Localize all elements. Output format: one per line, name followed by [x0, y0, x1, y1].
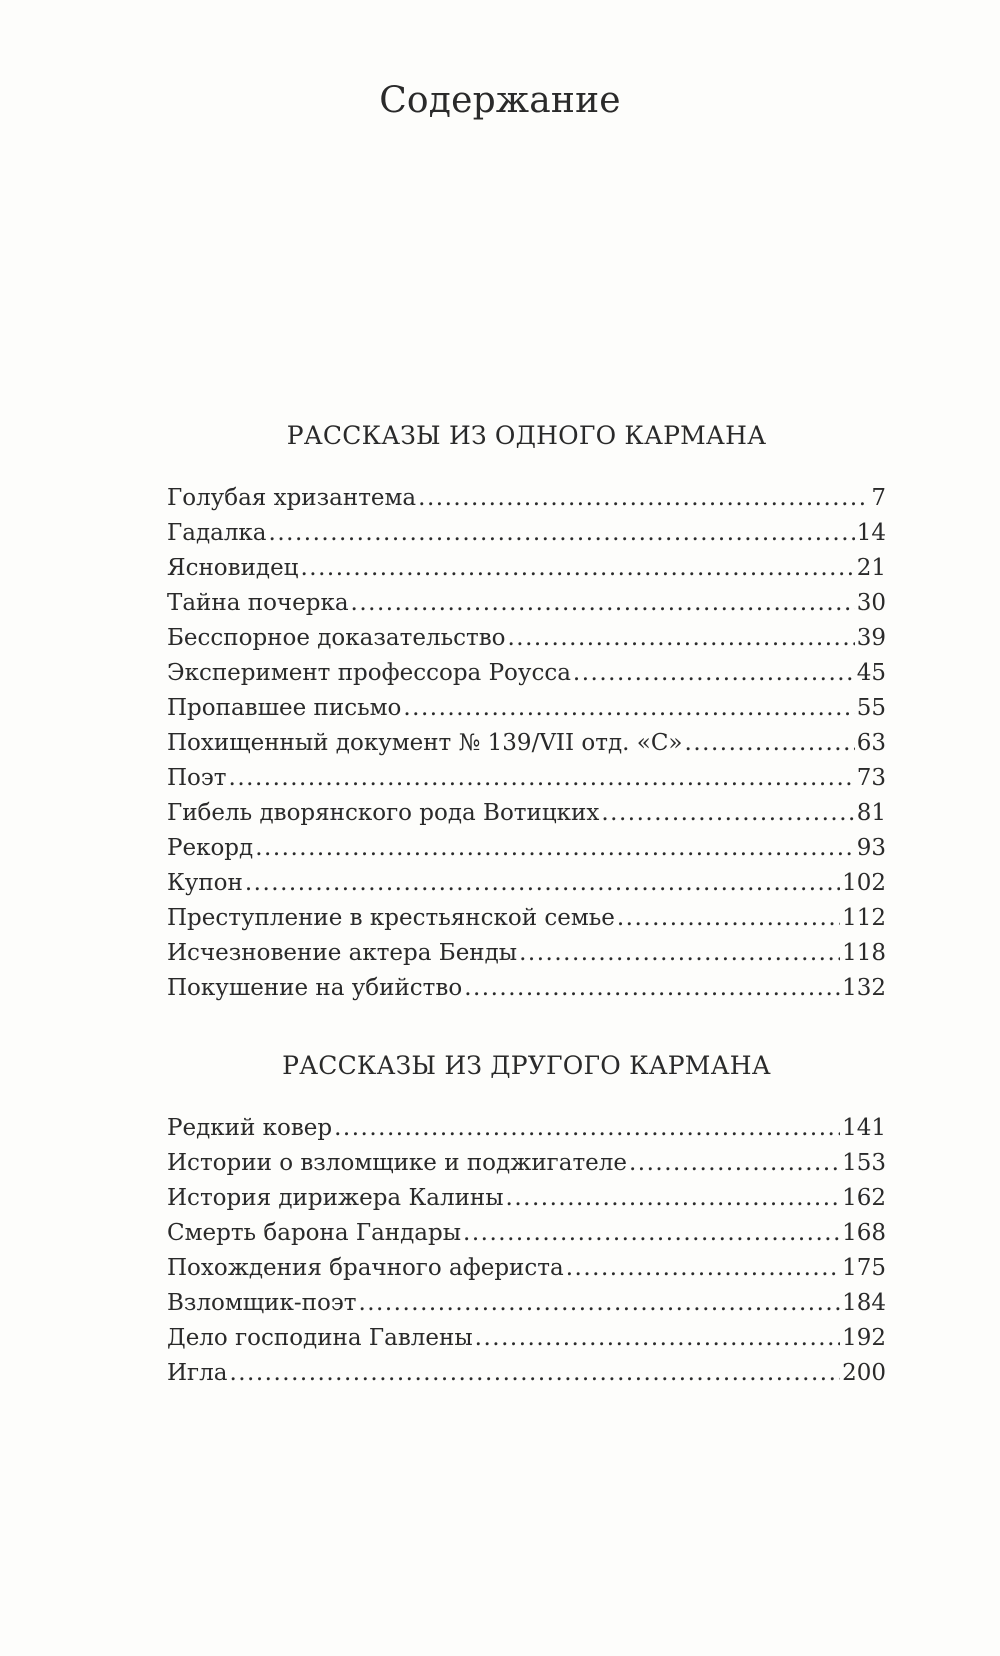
dot-leader: [229, 1356, 840, 1391]
dot-leader: [475, 1321, 840, 1356]
toc-entry: [167, 586, 886, 621]
dot-leader: [464, 971, 840, 1006]
toc-entry-page-number: 30: [856, 590, 886, 616]
dot-leader: [685, 726, 855, 761]
toc-list: [167, 481, 886, 1006]
toc-entry-title: Пропавшее письмо: [167, 695, 402, 721]
page-title: Содержание: [379, 80, 621, 121]
toc-entry-title: Ясновидец: [167, 555, 299, 581]
toc-entry-page-number: 200: [842, 1360, 886, 1386]
dot-leader: [255, 831, 855, 866]
toc-entry-page-number: 81: [856, 800, 886, 826]
toc-entry-page-number: 63: [856, 730, 886, 756]
toc-entry-page-number: 39: [856, 625, 886, 651]
toc-entry-page-number: 73: [856, 765, 886, 791]
toc-entry-title: Гадалка: [167, 520, 267, 546]
toc-entry-page-number: 93: [856, 835, 886, 861]
toc-entry-title: Покушение на убийство: [167, 975, 463, 1001]
toc-entry: [167, 1181, 886, 1216]
toc-section-1: [167, 420, 886, 1006]
toc-list: [167, 1111, 886, 1391]
toc-entry-title: Взломщик-поэт: [167, 1290, 357, 1316]
toc-entry-title: Истории о взломщике и поджигателе: [167, 1150, 627, 1176]
toc-entry: [167, 1251, 886, 1286]
dot-leader: [508, 621, 855, 656]
toc-entry-page-number: 112: [842, 905, 886, 931]
dot-leader: [519, 936, 840, 971]
dot-leader: [403, 691, 854, 726]
toc-entry-title: Смерть барона Гандары: [167, 1220, 462, 1246]
toc-entry-page-number: 7: [871, 485, 886, 511]
toc-section-2: [167, 1050, 886, 1391]
toc-entry: [167, 481, 886, 516]
dot-leader: [418, 481, 869, 516]
toc-entry-page-number: 168: [842, 1220, 886, 1246]
toc-entry: [167, 866, 886, 901]
toc-entry-title: Похождения брачного афериста: [167, 1255, 564, 1281]
toc-entry-page-number: 192: [842, 1325, 886, 1351]
toc-entry-page-number: 132: [842, 975, 886, 1001]
toc-entry: [167, 901, 886, 936]
toc-entry-page-number: 141: [842, 1115, 886, 1141]
dot-leader: [601, 796, 854, 831]
toc-entry: [167, 796, 886, 831]
toc-entry-title: Бесспорное доказательство: [167, 625, 506, 651]
toc-entry: [167, 1356, 886, 1391]
dot-leader: [629, 1146, 840, 1181]
toc-entry-title: Эксперимент профессора Роусса: [167, 660, 571, 686]
toc-entry: [167, 1286, 886, 1321]
toc-entry-page-number: 21: [856, 555, 886, 581]
toc-entry: [167, 971, 886, 1006]
toc-entry-page-number: 153: [842, 1150, 886, 1176]
toc-entry-title: История дирижера Калины: [167, 1185, 504, 1211]
toc-entry: [167, 1146, 886, 1181]
toc-entry-title: Поэт: [167, 765, 227, 791]
section-heading: РАССКАЗЫ ИЗ ДРУГОГО КАРМАНА: [282, 1051, 771, 1080]
toc-entry: [167, 1321, 886, 1356]
dot-leader: [229, 761, 855, 796]
toc-entry-title: Похищенный документ № 139/VII отд. «С»: [167, 730, 683, 756]
toc-entry-title: Тайна почерка: [167, 590, 349, 616]
toc-entry: [167, 516, 886, 551]
dot-leader: [300, 551, 854, 586]
toc-entry-page-number: 102: [842, 870, 886, 896]
toc-entry: [167, 1111, 886, 1146]
toc-entry: [167, 551, 886, 586]
toc-entry: [167, 621, 886, 656]
dot-leader: [463, 1216, 840, 1251]
dot-leader: [269, 516, 855, 551]
dot-leader: [358, 1286, 840, 1321]
toc-entry: [167, 761, 886, 796]
toc-entry-page-number: 175: [842, 1255, 886, 1281]
toc-entry-page-number: 14: [856, 520, 886, 546]
toc-entry-title: Игла: [167, 1360, 228, 1386]
toc-entry-title: Редкий ковер: [167, 1115, 333, 1141]
dot-leader: [245, 866, 840, 901]
dot-leader: [506, 1181, 841, 1216]
toc-entry-title: Купон: [167, 870, 243, 896]
dot-leader: [573, 656, 855, 691]
toc-entry-title: Преступление в крестьянской семье: [167, 905, 615, 931]
toc-entry-title: Голубая хризантема: [167, 485, 417, 511]
section-heading: РАССКАЗЫ ИЗ ОДНОГО КАРМАНА: [286, 421, 767, 450]
dot-leader: [617, 901, 840, 936]
toc-entry-title: Исчезновение актера Бенды: [167, 940, 518, 966]
toc-entry-title: Рекорд: [167, 835, 254, 861]
toc-entry-title: Гибель дворянского рода Вотицких: [167, 800, 600, 826]
dot-leader: [334, 1111, 840, 1146]
toc-entry: [167, 726, 886, 761]
toc-entry-page-number: 184: [842, 1290, 886, 1316]
toc-entry: [167, 1216, 886, 1251]
toc-entry: [167, 831, 886, 866]
toc-entry-page-number: 45: [856, 660, 886, 686]
toc-entry-page-number: 55: [856, 695, 886, 721]
toc-entry-title: Дело господина Гавлены: [167, 1325, 473, 1351]
dot-leader: [566, 1251, 840, 1286]
toc-entry: [167, 656, 886, 691]
toc-entry-page-number: 118: [842, 940, 886, 966]
toc-entry: [167, 691, 886, 726]
toc-entry-page-number: 162: [842, 1185, 886, 1211]
dot-leader: [351, 586, 855, 621]
toc-entry: [167, 936, 886, 971]
